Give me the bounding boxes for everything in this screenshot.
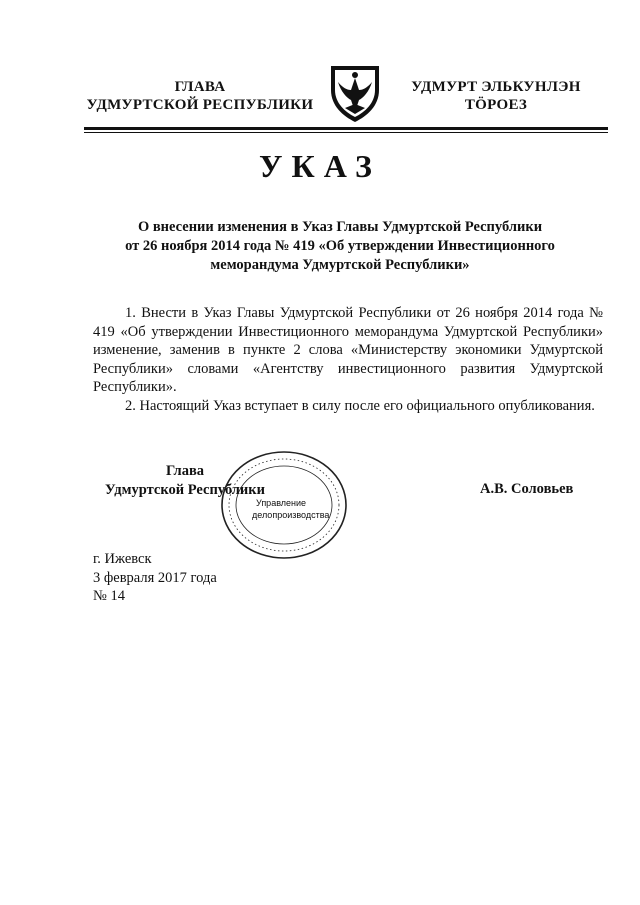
header-left-line1: ГЛАВА: [174, 79, 226, 95]
decree-subject: [100, 218, 580, 275]
subject-line1: О внесении изменения в Указ Главы Удмуртской Республики: [137, 219, 543, 235]
decree-body: [93, 304, 603, 415]
decree-number: № 14: [93, 588, 125, 604]
stamp-line2: делопроизводства: [252, 510, 330, 520]
place-date-number: [93, 550, 217, 606]
header-left: [82, 78, 318, 114]
document-title: УКАЗ: [259, 148, 381, 184]
city: г. Ижевск: [93, 551, 152, 567]
header-right-line1: УДМУРТ ЭЛЬКУНЛЭН: [411, 79, 581, 95]
header-right: [392, 78, 600, 114]
header-right-line2: ТӦРОЕЗ: [464, 97, 528, 113]
signatory-name: А.В. Соловьев: [480, 481, 574, 497]
signatory-title-line2: Удмуртской Республики: [105, 482, 265, 498]
coat-of-arms-emblem: [325, 60, 385, 124]
official-stamp: [218, 448, 350, 562]
header-rule-thick: [84, 127, 608, 130]
header-left-line2: УДМУРТСКОЙ РЕСПУБЛИКИ: [86, 97, 314, 113]
signatory-title-line1: Глава: [165, 463, 205, 479]
paragraph-2: 2. Настоящий Указ вступает в силу после его официального опубликования.: [125, 397, 595, 414]
header-rule-thin: [84, 132, 608, 133]
paragraph-1: 1. Внести в Указ Главы Удмуртской Республики от 26 ноября 2014 года № 419 «Об утверждении Инвестиционного меморандума Удмуртской Республики» изменение, заменив в пункте 2 слова «Министерству экономики Удмуртской Республики» словами «Агентству инвестиционного развития Удмуртской Республики».: [93, 305, 603, 395]
stamp-line1: Управление: [256, 498, 307, 508]
date: 3 февраля 2017 года: [93, 569, 217, 586]
subject-line2: от 26 ноября 2014 года № 419 «Об утверждении Инвестиционного: [125, 238, 555, 254]
subject-line3: меморандума Удмуртской Республики»: [210, 257, 470, 273]
